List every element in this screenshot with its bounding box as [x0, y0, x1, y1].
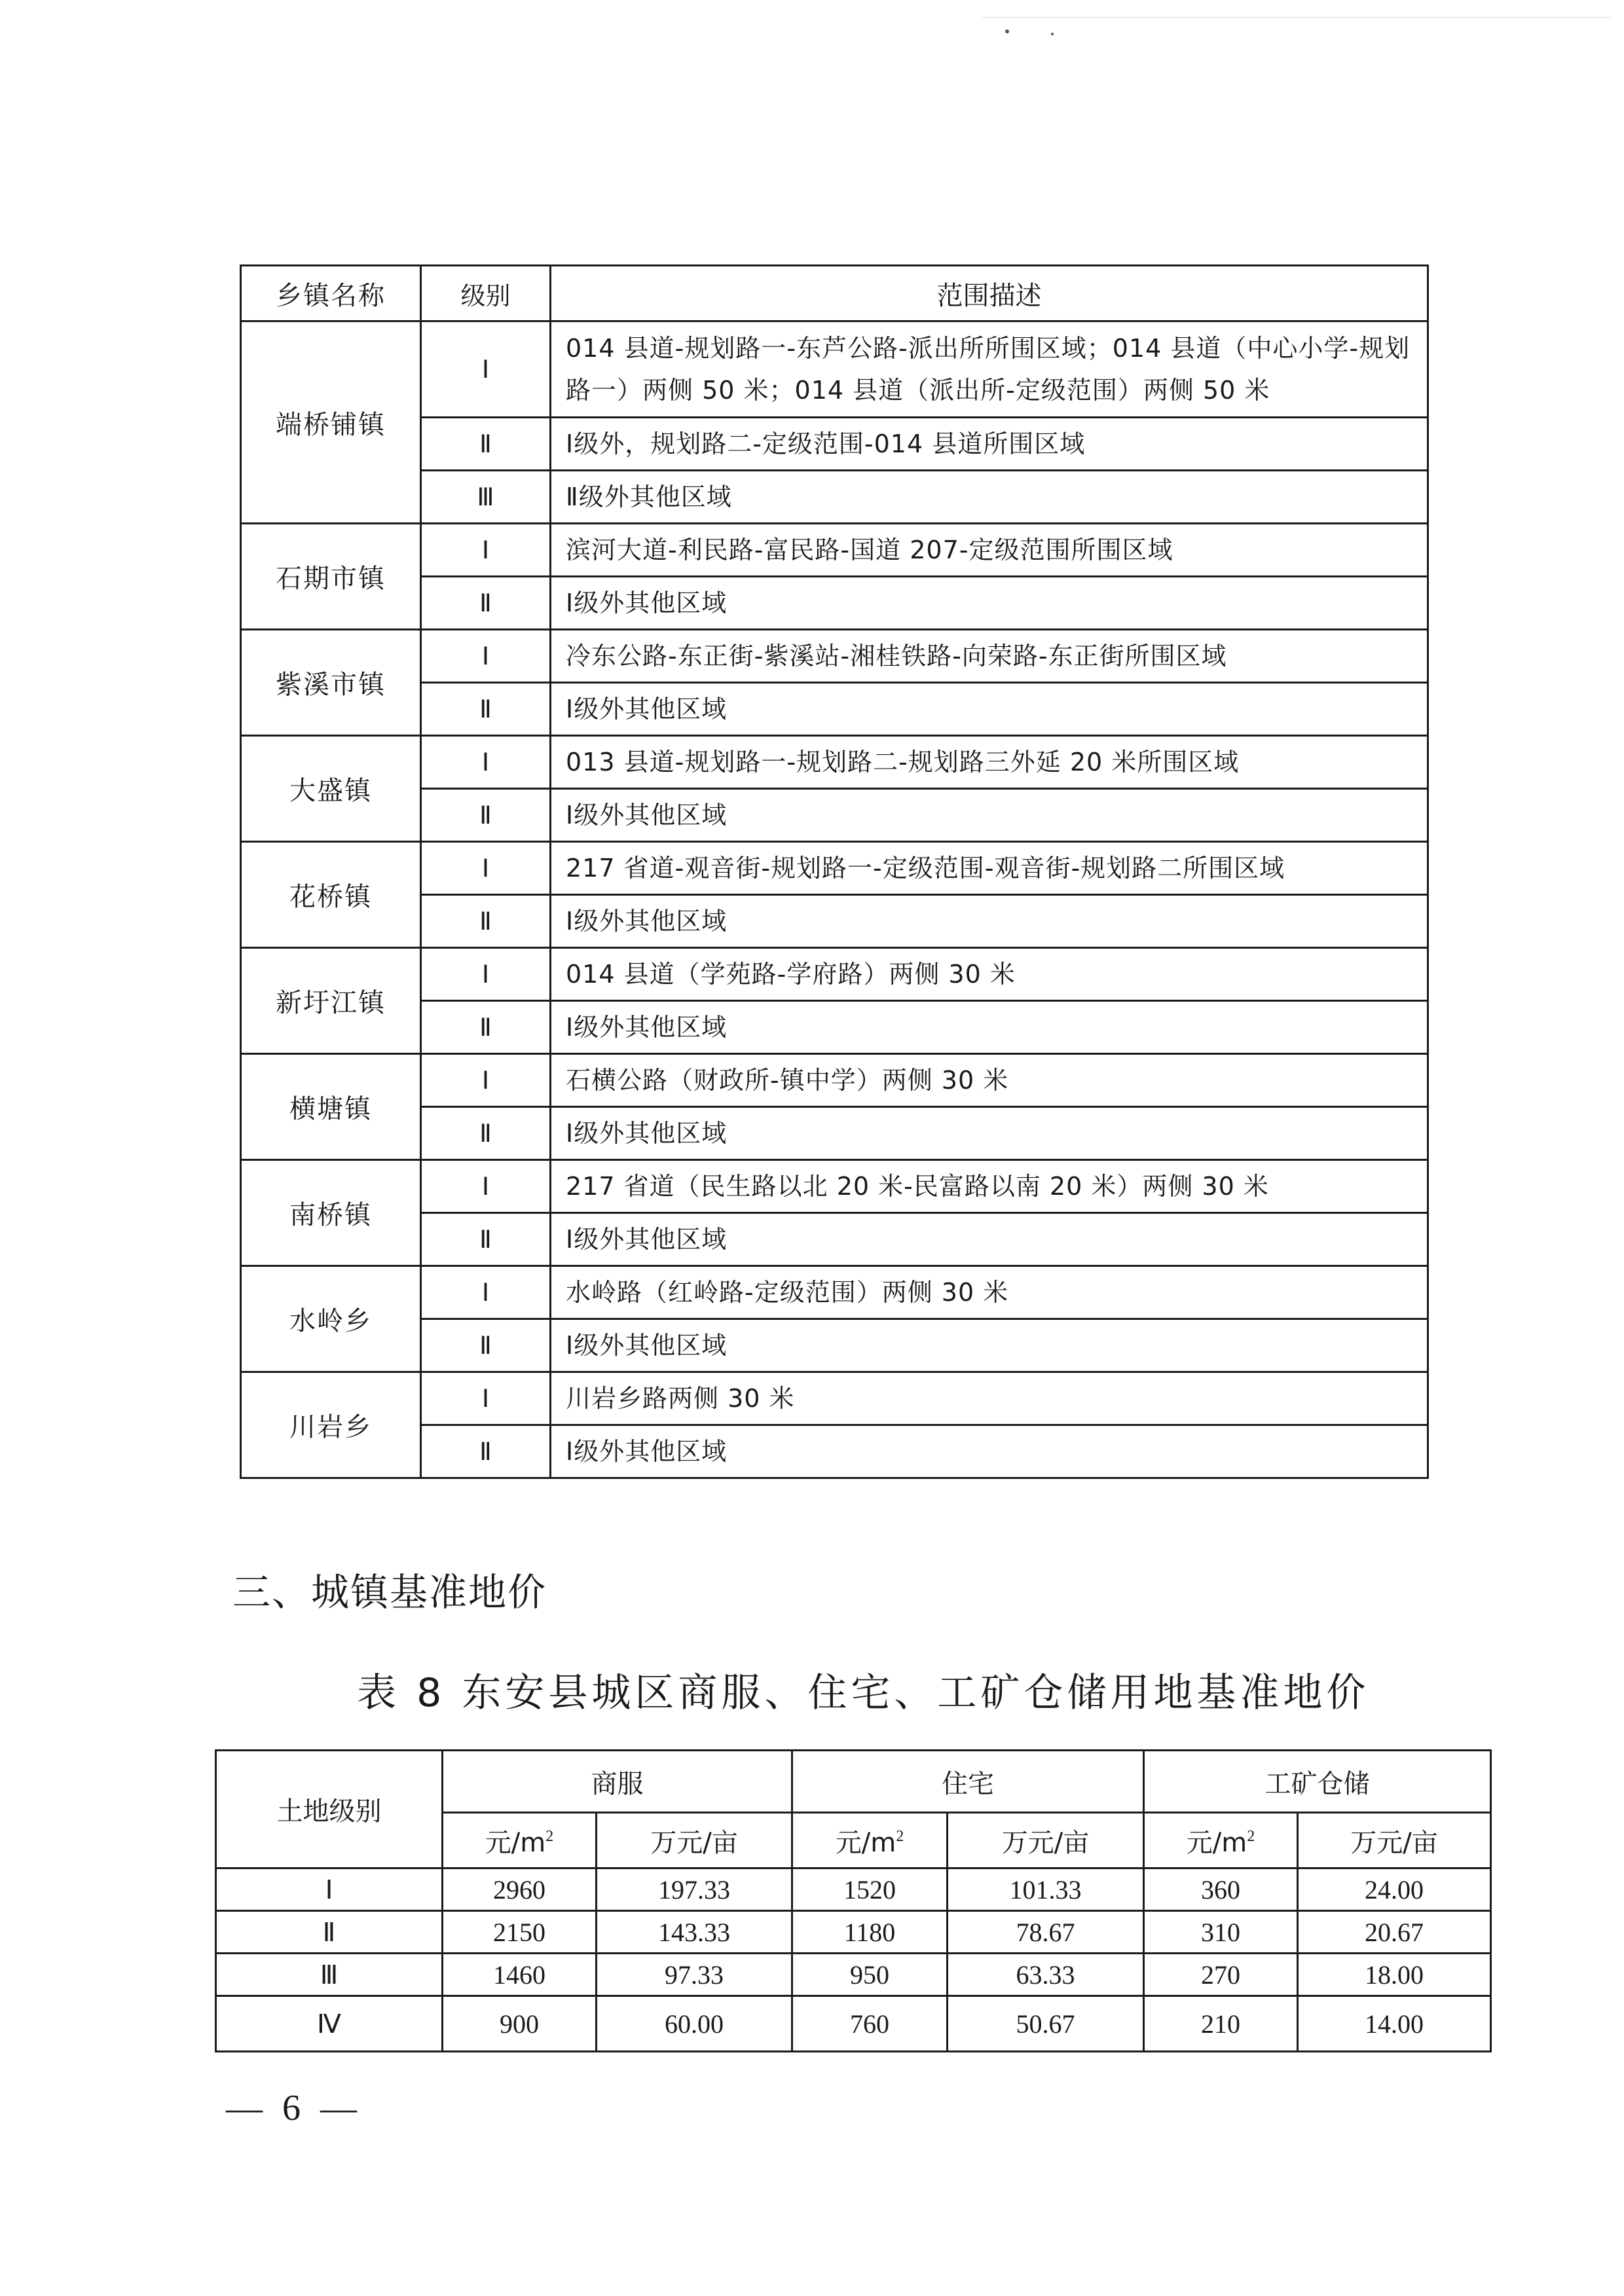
table-row	[241, 1160, 1428, 1213]
price-cell: 143.33	[597, 1911, 792, 1954]
level-cell: Ⅱ	[421, 1001, 551, 1054]
town-name: 紫溪市镇	[241, 630, 421, 736]
header-description: 范围描述	[551, 266, 1428, 321]
price-cell: 950	[792, 1954, 948, 1996]
description-cell: Ⅰ级外其他区域	[551, 1425, 1428, 1478]
price-cell: 760	[792, 1996, 948, 2052]
level-cell: Ⅰ	[421, 1160, 551, 1213]
price-cell: 20.67	[1298, 1911, 1491, 1954]
town-name: 端桥铺镇	[241, 321, 421, 524]
unit-wan-yuan-per-mu: 万元/亩	[948, 1813, 1144, 1868]
land-level-cell: Ⅲ	[216, 1954, 443, 1996]
level-cell: Ⅰ	[421, 1266, 551, 1319]
town-name: 水岭乡	[241, 1266, 421, 1372]
table-row	[216, 1996, 1491, 2052]
table-row	[241, 1372, 1428, 1425]
description-cell: Ⅰ级外其他区域	[551, 789, 1428, 842]
description-cell: 217 省道-观音街-规划路一-定级范围-观音街-规划路二所围区域	[551, 842, 1428, 895]
description-cell: 滨河大道-利民路-富民路-国道 207-定级范围所围区域	[551, 524, 1428, 577]
page-number: — 6 —	[226, 2088, 362, 2128]
table-row	[241, 736, 1428, 789]
description-cell: 014 县道（学苑路-学府路）两侧 30 米	[551, 948, 1428, 1001]
town-name: 横塘镇	[241, 1054, 421, 1160]
level-cell: Ⅱ	[421, 1213, 551, 1266]
unit-wan-yuan-per-mu: 万元/亩	[1298, 1813, 1491, 1868]
town-name: 川岩乡	[241, 1372, 421, 1478]
level-cell: Ⅰ	[421, 321, 551, 418]
header-land-level: 土地级别	[216, 1751, 443, 1868]
table-header-row	[241, 266, 1428, 321]
description-cell: 川岩乡路两侧 30 米	[551, 1372, 1428, 1425]
table-row	[216, 1868, 1491, 1911]
scan-speck	[1051, 33, 1054, 35]
land-level-cell: Ⅱ	[216, 1911, 443, 1954]
level-cell: Ⅱ	[421, 1107, 551, 1160]
level-cell: Ⅰ	[421, 1054, 551, 1107]
town-name: 石期市镇	[241, 524, 421, 630]
unit-yuan-text: 元/m	[485, 1827, 546, 1858]
table-row	[241, 524, 1428, 577]
header-town: 乡镇名称	[241, 266, 421, 321]
price-table-body	[216, 1868, 1491, 2052]
level-cell: Ⅰ	[421, 948, 551, 1001]
level-cell: Ⅲ	[421, 471, 551, 524]
level-cell: Ⅱ	[421, 577, 551, 630]
level-cell: Ⅱ	[421, 895, 551, 948]
price-cell: 60.00	[597, 1996, 792, 2052]
price-cell: 78.67	[948, 1911, 1144, 1954]
unit-superscript: 2	[896, 1827, 904, 1845]
price-cell: 210	[1144, 1996, 1298, 2052]
price-cell: 197.33	[597, 1868, 792, 1911]
description-cell: Ⅰ级外其他区域	[551, 1319, 1428, 1372]
level-cell: Ⅰ	[421, 524, 551, 577]
price-cell: 14.00	[1298, 1996, 1491, 2052]
price-cell: 97.33	[597, 1954, 792, 1996]
land-level-cell: Ⅰ	[216, 1868, 443, 1911]
level-cell: Ⅰ	[421, 842, 551, 895]
price-cell: 310	[1144, 1911, 1298, 1954]
table-caption: 表 8 东安县城区商服、住宅、工矿仓储用地基准地价	[357, 1670, 1370, 1716]
unit-superscript: 2	[545, 1827, 554, 1845]
table-row	[241, 1054, 1428, 1107]
description-cell: 水岭路（红岭路-定级范围）两侧 30 米	[551, 1266, 1428, 1319]
description-cell: 013 县道-规划路一-规划路二-规划路三外延 20 米所围区域	[551, 736, 1428, 789]
price-cell: 101.33	[948, 1868, 1144, 1911]
description-cell: 冷东公路-东正街-紫溪站-湘桂铁路-向荣路-东正街所围区域	[551, 630, 1428, 683]
price-cell: 1460	[443, 1954, 597, 1996]
scan-speck	[1005, 29, 1009, 33]
level-cell: Ⅰ	[421, 1372, 551, 1425]
description-cell: Ⅰ级外其他区域	[551, 577, 1428, 630]
level-cell: Ⅱ	[421, 683, 551, 736]
description-cell: 石横公路（财政所-镇中学）两侧 30 米	[551, 1054, 1428, 1107]
unit-wan-yuan-per-mu: 万元/亩	[597, 1813, 792, 1868]
header-level: 级别	[421, 266, 551, 321]
base-land-price-table	[215, 1749, 1492, 2052]
description-cell: Ⅰ级外其他区域	[551, 1001, 1428, 1054]
level-cell: Ⅰ	[421, 736, 551, 789]
description-cell: Ⅱ级外其他区域	[551, 471, 1428, 524]
price-cell: 24.00	[1298, 1868, 1491, 1911]
unit-yuan-text: 元/m	[1186, 1827, 1247, 1858]
unit-yuan-per-sqm	[792, 1813, 948, 1868]
town-table-body	[241, 321, 1428, 1478]
table-row	[241, 842, 1428, 895]
description-cell: Ⅰ级外，规划路二-定级范围-014 县道所围区域	[551, 418, 1428, 471]
table-row	[241, 321, 1428, 418]
price-cell: 63.33	[948, 1954, 1144, 1996]
level-cell: Ⅰ	[421, 630, 551, 683]
price-cell: 1180	[792, 1911, 948, 1954]
table-header-row	[216, 1751, 1491, 1813]
town-name: 大盛镇	[241, 736, 421, 842]
price-cell: 900	[443, 1996, 597, 2052]
description-cell: Ⅰ级外其他区域	[551, 1213, 1428, 1266]
header-group-commercial: 商服	[443, 1751, 792, 1813]
description-cell: 014 县道-规划路一-东芦公路-派出所所围区域；014 县道（中心小学-规划路一）两侧 50 米；014 县道（派出所-定级范围）两侧 50 米	[551, 321, 1428, 418]
level-cell: Ⅱ	[421, 1319, 551, 1372]
level-cell: Ⅱ	[421, 1425, 551, 1478]
level-cell: Ⅱ	[421, 418, 551, 471]
table-row	[216, 1911, 1491, 1954]
town-name: 花桥镇	[241, 842, 421, 948]
unit-yuan-per-sqm	[1144, 1813, 1298, 1868]
table-row	[241, 1266, 1428, 1319]
unit-superscript: 2	[1247, 1827, 1255, 1845]
scan-artifact-line	[982, 17, 1611, 18]
description-cell: 217 省道（民生路以北 20 米-民富路以南 20 米）两侧 30 米	[551, 1160, 1428, 1213]
price-cell: 1520	[792, 1868, 948, 1911]
price-cell: 50.67	[948, 1996, 1144, 2052]
town-name: 南桥镇	[241, 1160, 421, 1266]
price-cell: 360	[1144, 1868, 1298, 1911]
table-row	[216, 1954, 1491, 1996]
description-cell: Ⅰ级外其他区域	[551, 683, 1428, 736]
description-cell: Ⅰ级外其他区域	[551, 895, 1428, 948]
price-cell: 18.00	[1298, 1954, 1491, 1996]
header-group-industrial: 工矿仓储	[1144, 1751, 1491, 1813]
price-cell: 2960	[443, 1868, 597, 1911]
unit-yuan-per-sqm	[443, 1813, 597, 1868]
table-row	[241, 948, 1428, 1001]
price-cell: 2150	[443, 1911, 597, 1954]
description-cell: Ⅰ级外其他区域	[551, 1107, 1428, 1160]
header-group-residential: 住宅	[792, 1751, 1144, 1813]
town-level-table	[240, 264, 1429, 1479]
unit-yuan-text: 元/m	[835, 1827, 896, 1858]
table-row	[241, 630, 1428, 683]
level-cell: Ⅱ	[421, 789, 551, 842]
town-name: 新圩江镇	[241, 948, 421, 1054]
section-heading: 三、城镇基准地价	[232, 1570, 547, 1614]
price-cell: 270	[1144, 1954, 1298, 1996]
land-level-cell: Ⅳ	[216, 1996, 443, 2052]
